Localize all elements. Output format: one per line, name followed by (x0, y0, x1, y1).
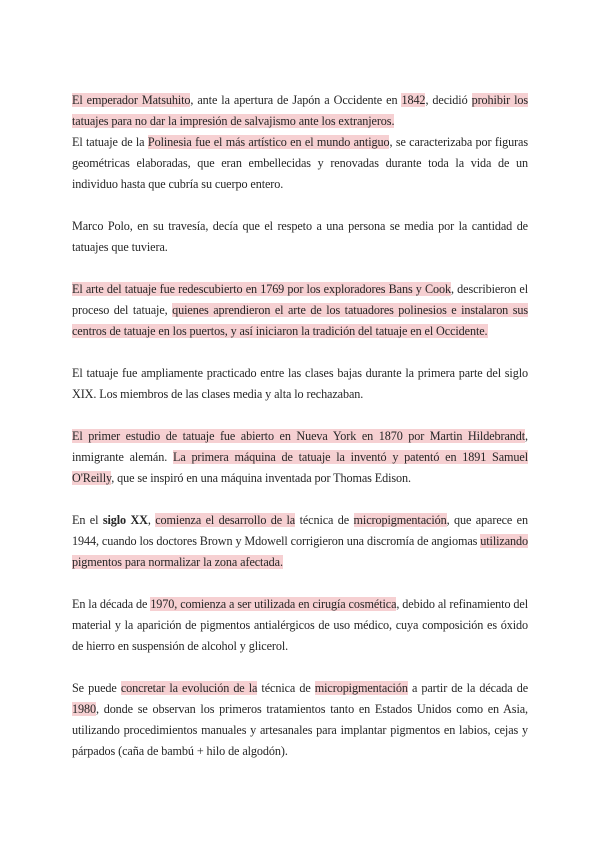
text-run: En la década de (72, 597, 151, 611)
text-run: En el (72, 513, 103, 527)
highlighted-text: prohibir los tatuajes para no dar la impresión de salvajismo ante los extranjeros. (72, 93, 528, 128)
paragraph (72, 678, 528, 762)
paragraph (72, 426, 528, 489)
highlighted-text: El primer estudio de tatuaje fue abierto en Nueva York en 1870 por Martin Hildebrandt (72, 429, 526, 443)
text-run: , donde se observan los primeros tratamientos tanto en Estados Unidos como en Asia, utilizando procedimientos manuales y artesanales para implantar pigmentos en labios, cejas y párpados (caña de bambú + hilo de algodón). (72, 702, 528, 758)
paragraph (72, 279, 528, 342)
paragraph (72, 510, 528, 573)
highlighted-text: Polinesia fue el más artístico en el mundo antiguo (147, 135, 390, 149)
highlighted-text: El emperador Matsuhito (72, 93, 191, 107)
highlighted-text: 1980 (72, 702, 96, 716)
text-run: a partir de la década de (407, 681, 529, 695)
highlighted-text: El arte del tatuaje fue redescubierto en 1769 por los exploradores Bans y Cook (72, 282, 451, 296)
text-run: , (147, 513, 156, 527)
highlighted-text: micropigmentación (314, 681, 408, 695)
paragraph (72, 132, 528, 195)
text-run: , debido al refinamiento del material y la aparición de pigmentos antialérgicos de uso médico, cuya composición es óxido de hierro en suspensión de alcohol y glicerol. (72, 597, 528, 653)
text-run: , decidió (425, 93, 472, 107)
highlighted-text: quienes aprendieron el arte de los tatuadores polinesios e instalaron sus centros de tatuaje en los puertos, y así iniciaron la tradición del tatuaje en el Occidente. (72, 303, 528, 338)
text-run: Se puede (72, 681, 121, 695)
paragraph (72, 363, 528, 405)
text-run: El tatuaje de la (72, 135, 148, 149)
text-run: Marco Polo, en su travesía, decía que el respeto a una persona se media por la cantidad de tatuajes que tuviera. (72, 219, 528, 254)
text-run: , ante la apertura de Japón a Occidente en (190, 93, 402, 107)
highlighted-text: utilizando pigmentos para normalizar la zona afectada. (72, 534, 528, 569)
text-run: técnica de (295, 513, 354, 527)
paragraph (72, 90, 528, 132)
text-run: técnica de (257, 681, 315, 695)
highlighted-text: 1842 (401, 93, 426, 107)
paragraph (72, 216, 528, 258)
text-run: , describieron el proceso del tatuaje, (72, 282, 528, 317)
highlighted-text: comienza el desarrollo de la (155, 513, 296, 527)
highlighted-text: 1970, comienza a ser utilizada en cirugía cosmética (150, 597, 397, 611)
text-run: El tatuaje fue ampliamente practicado entre las clases bajas durante la primera parte del siglo XIX. Los miembros de las clases media y alta lo rechazaban. (72, 366, 528, 401)
text-run: , se caracterizaba por figuras geométricas elaboradas, que eran embellecidas y renovadas durante toda la vida de un individuo hasta que cubría su cuerpo entero. (72, 135, 528, 191)
text-run: , inmigrante alemán. (72, 429, 528, 464)
highlighted-text: La primera máquina de tatuaje la inventó y patentó en 1891 Samuel O'Reilly (72, 450, 528, 485)
text-run: , que se inspiró en una máquina inventada por Thomas Edison. (111, 471, 411, 485)
highlighted-text: concretar la evolución de la (120, 681, 258, 695)
highlighted-text: micropigmentación (353, 513, 447, 527)
text-run: , que aparece en 1944, cuando los doctores Brown y Mdowell corrigieron una discromía de angiomas (72, 513, 528, 548)
text-run: siglo XX (102, 513, 148, 527)
paragraph (72, 594, 528, 657)
